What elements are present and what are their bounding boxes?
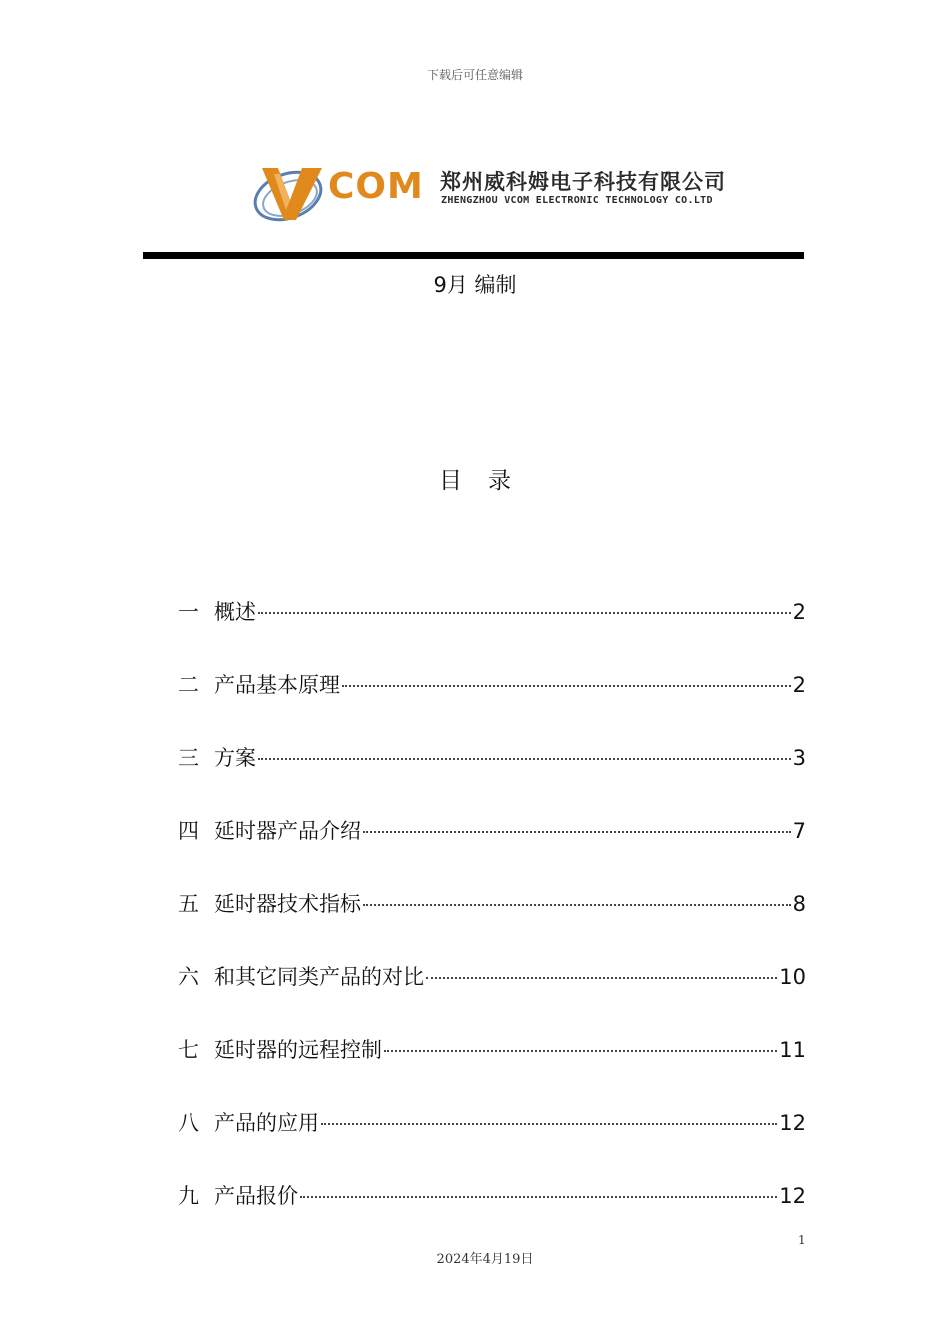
toc-entry[interactable]: [178, 669, 806, 742]
toc-entry[interactable]: [178, 1180, 806, 1253]
toc-entry-label: 和其它同类产品的对比: [214, 965, 424, 989]
toc-entry-page: 3: [792, 746, 806, 770]
toc-entry-page: 12: [779, 1111, 806, 1135]
toc-entry-page: 2: [792, 600, 806, 624]
company-name-en: ZHENGZHOU VCOM ELECTRONIC TECHNOLOGY CO.LTD: [441, 195, 713, 206]
company-logo: [250, 160, 750, 230]
toc-entry-number: 八: [178, 1111, 199, 1135]
toc-entry-label: 产品的应用: [214, 1111, 319, 1135]
toc-leader: [426, 977, 777, 979]
table-of-contents: [178, 596, 806, 1253]
company-name-cn: 郑州威科姆电子科技有限公司: [440, 170, 726, 194]
toc-entry-label: 延时器的远程控制: [214, 1038, 382, 1062]
toc-entry-label: 延时器产品介绍: [214, 819, 361, 843]
toc-entry[interactable]: [178, 888, 806, 961]
toc-entry-label: 方案: [214, 746, 256, 770]
toc-leader: [321, 1123, 777, 1125]
toc-leader: [363, 904, 791, 906]
toc-entry[interactable]: [178, 742, 806, 815]
toc-leader: [300, 1196, 777, 1198]
toc-leader: [384, 1050, 777, 1052]
toc-entry-number: 六: [178, 965, 199, 989]
toc-entry-label: 产品报价: [214, 1184, 298, 1208]
toc-entry[interactable]: [178, 1107, 806, 1180]
toc-entry-label: 延时器技术指标: [214, 892, 361, 916]
toc-title: 目录: [439, 468, 537, 494]
logo-brand-text: COM: [328, 166, 424, 207]
toc-entry-label: 产品基本原理: [214, 673, 340, 697]
toc-entry-number: 九: [178, 1184, 199, 1208]
toc-entry-number: 二: [178, 673, 199, 697]
toc-entry-number: 四: [178, 819, 199, 843]
toc-entry-page: 2: [792, 673, 806, 697]
toc-leader: [342, 685, 791, 687]
toc-entry-page: 11: [779, 1038, 806, 1062]
toc-entry-number: 一: [178, 600, 199, 624]
header-divider: [143, 252, 804, 259]
footer-date: 2024年4月19日: [436, 1252, 534, 1267]
toc-entry-number: 五: [178, 892, 199, 916]
toc-entry-page: 10: [779, 965, 806, 989]
toc-entry[interactable]: [178, 961, 806, 1034]
toc-entry-page: 8: [792, 892, 806, 916]
toc-entry[interactable]: [178, 815, 806, 888]
toc-entry-number: 七: [178, 1038, 199, 1062]
toc-leader: [363, 831, 791, 833]
toc-entry[interactable]: [178, 596, 806, 669]
vcom-logo-mark-icon: [250, 160, 330, 230]
toc-entry-page: 7: [792, 819, 806, 843]
date-title: 9月 编制: [433, 273, 517, 297]
page-number: 1: [798, 1233, 806, 1247]
toc-entry-page: 12: [779, 1184, 806, 1208]
toc-entry-label: 概述: [214, 600, 256, 624]
toc-leader: [258, 758, 791, 760]
header-note: 下载后可任意编辑: [426, 68, 523, 82]
toc-entry[interactable]: [178, 1034, 806, 1107]
toc-leader: [258, 612, 791, 614]
toc-entry-number: 三: [178, 746, 199, 770]
